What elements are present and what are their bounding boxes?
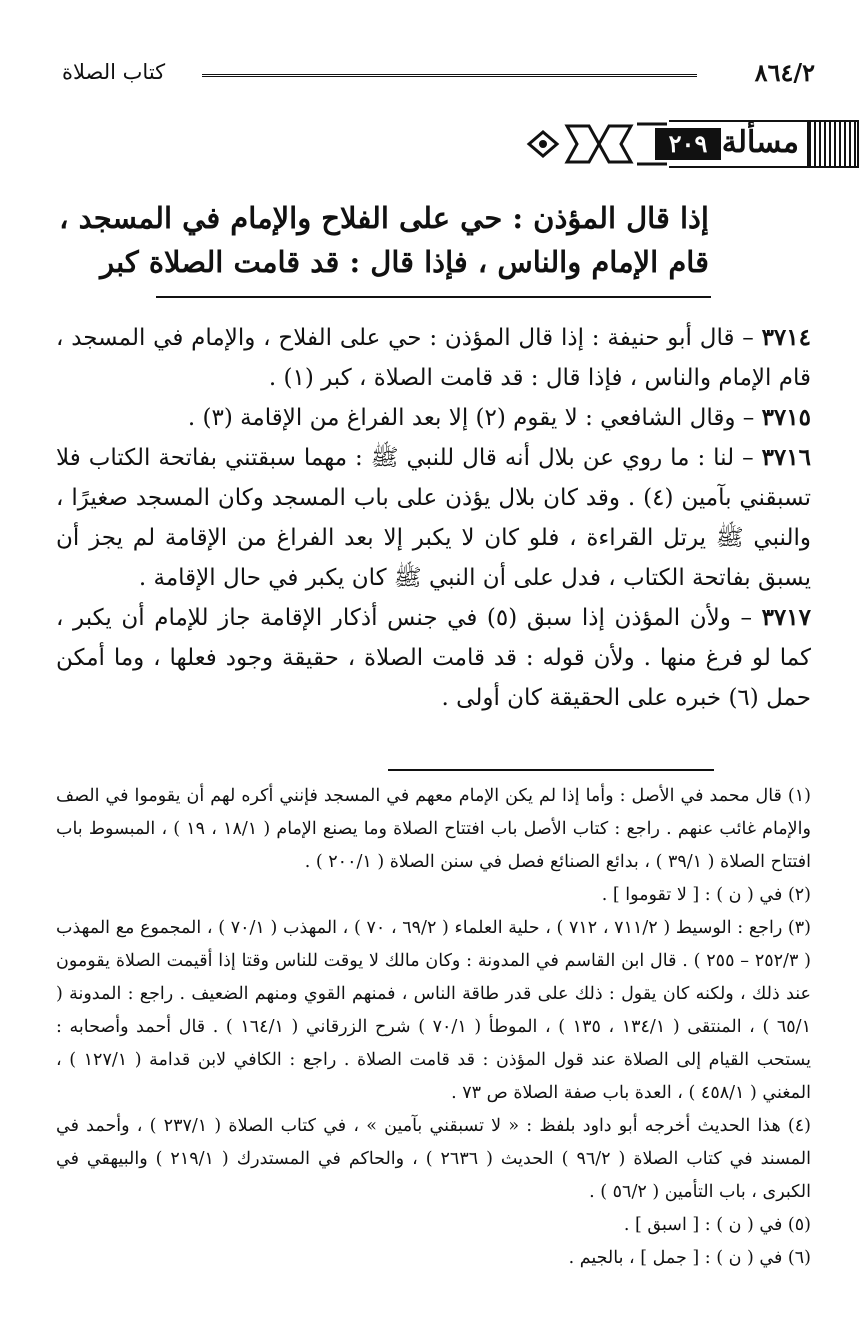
- paragraph-3714: [56, 318, 811, 398]
- paragraph-3716: [56, 438, 811, 598]
- footnote-3: (٣) راجع : الوسيط ( ٧١١/٢ ، ٧١٢ ) ، حلية العلماء ( ٦٩/٢ ، ٧٠ ) ، المهذب ( ٧٠/١ ) ، المجموع مع المهذب ( ٢٥٢/٣ – ٢٥٥ ) . قال ابن القاسم في المدونة : وكان مالك لا يوقت للناس وقتا إذا أقيمت الصلاة يقومون عند ذلك ، ولكنه كان يقول : ذلك على قدر طاقة الناس ، فمنهم القوي ومنهم الضعيف . راجع : المدونة ( ٦٥/١ ) ، المنتقى ( ١٣٤/١ ، ١٣٥ ) ، الموطأ ( ٧٠/١ ) شرح الزرقاني ( ١٦٤/١ ) . قال أحمد وأصحابه : يستحب القيام إلى الصلاة عند قول المؤذن : قد قامت الصلاة . راجع : الكافي لابن قدامة ( ١٢٧/١ ) ، المغني ( ٤٥٨/١ ) ، العدة باب صفة الصلاة ص ٧٣ .: [56, 918, 811, 1103]
- masala-number: ٢٠٩: [655, 128, 721, 160]
- issue-title-line-1: إذا قال المؤذن : حي على الفلاح والإمام في المسجد ،: [59, 201, 709, 235]
- footnotes: [56, 780, 811, 1275]
- paragraph-number: ٣٧١٧: [761, 604, 811, 631]
- book-title: كتاب الصلاة: [62, 60, 166, 84]
- header-rule: [202, 74, 697, 77]
- paragraph-3717: [56, 598, 811, 718]
- paragraph-number: ٣٧١٥: [761, 404, 811, 431]
- paragraph-text: – قال أبو حنيفة : إذا قال المؤذن : حي على الفلاح ، والإمام في المسجد ، قام الإمام والناس ، فإذا قال : قد قامت الصلاة ، كبر (١) .: [56, 325, 811, 391]
- issue-title: [59, 196, 709, 284]
- footnote-separator: [388, 769, 714, 771]
- running-header: [62, 58, 815, 92]
- paragraph-number: ٣٧١٤: [761, 324, 811, 351]
- masala-banner: [519, 120, 859, 168]
- masala-label: مسألة: [721, 125, 799, 160]
- paragraph-text: – وقال الشافعي : لا يقوم (٢) إلا بعد الفراغ من الإقامة (٣) .: [187, 405, 762, 431]
- geometric-ornament-icon: [519, 120, 669, 168]
- paragraph-text: – لنا : ما روي عن بلال أنه قال للنبي ﷺ : مهما سبقتني بفاتحة الكتاب فلا تسبقني بآمين (٤) . وقد كان بلال يؤذن على باب المسجد وكان المسجد صغيرًا ، والنبي ﷺ يرتل القراءة ، فلو كان لا يكبر إلا بعد الفراغ من الإقامة لم يجز أن يسبق بفاتحة الكتاب ، فدل على أن النبي ﷺ كان يكبر في حال الإقامة .: [56, 445, 811, 591]
- main-text: [56, 318, 811, 718]
- page-number: ٨٦٤/٢: [754, 58, 815, 87]
- footnote-2: (٢) في ( ن ) : [ لا تقوموا ] .: [601, 885, 811, 905]
- paragraph-3715: [56, 398, 811, 438]
- issue-title-line-2: قام الإمام والناس ، فإذا قال : قد قامت الصلاة كبر: [100, 245, 709, 279]
- title-underline: [156, 296, 711, 298]
- footnote-4: (٤) هذا الحديث أخرجه أبو داود بلفظ : « لا تسبقني بآمين » ، في كتاب الصلاة ( ٢٣٧/١ ) ، وأحمد في المسند في كتاب الصلاة ( ٩٦/٢ ) الحديث ( ٢٦٣٦ ) ، والحاكم في المستدرك ( ٢١٩/١ ) والبيهقي في الكبرى ، باب التأمين ( ٥٦/٢ ) .: [56, 1116, 811, 1202]
- banner-frame: [669, 120, 807, 168]
- footnote-5: (٥) في ( ن ) : [ اسبق ] .: [623, 1215, 811, 1235]
- banner-bars-ornament: [807, 120, 859, 168]
- paragraph-text: – ولأن المؤذن إذا سبق (٥) في جنس أذكار الإقامة جاز للإمام أن يكبر ، كما لو فرغ منها . ولأن قوله : قد قامت الصلاة ، حقيقة وجود فعلها ، وما أمكن حمل (٦) خبره على الحقيقة كان أولى .: [56, 605, 811, 711]
- footnote-6: (٦) في ( ن ) : [ جمل ] ، بالجيم .: [568, 1248, 811, 1268]
- footnote-1: (١) قال محمد في الأصل : وأما إذا لم يكن الإمام معهم في المسجد فإنني أكره لهم أن يقوموا في الصف والإمام غائب عنهم . راجع : كتاب الأصل باب افتتاح الصلاة وما يصنع الإمام ( ١٨/١ ، ١٩ ) ، المبسوط باب افتتاح الصلاة ( ٣٩/١ ) ، بدائع الصنائع فصل في سنن الصلاة ( ٢٠٠/١ ) .: [56, 786, 811, 872]
- paragraph-number: ٣٧١٦: [761, 444, 811, 471]
